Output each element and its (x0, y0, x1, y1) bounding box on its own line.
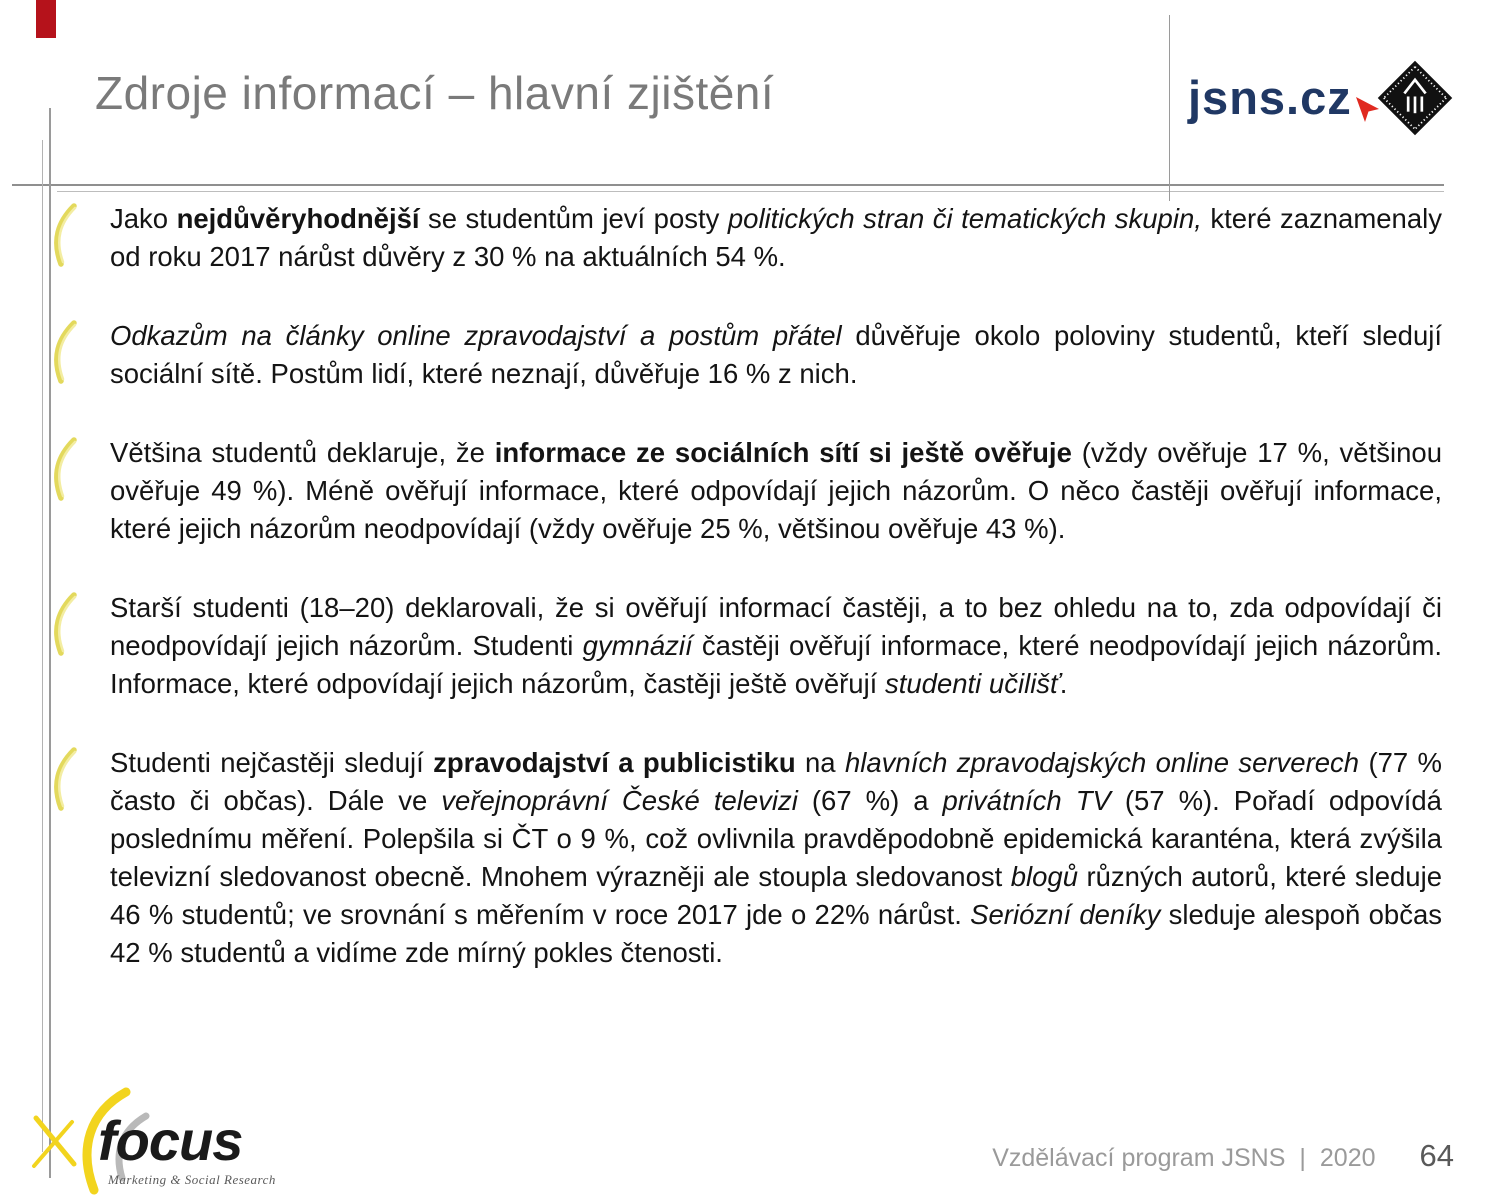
jsns-logo (1188, 71, 1380, 124)
top-left-red-bar (36, 0, 56, 38)
footer-program-label: Vzdělávací program JSNS (992, 1144, 1286, 1172)
focus-logo-subtext: Marketing & Social Research (108, 1172, 276, 1187)
bullet-marker-icon (48, 746, 82, 814)
focus-logo-text: focus (98, 1109, 243, 1172)
footer-separator: | (1299, 1144, 1306, 1172)
paragraph-text: Jako nejdůvěryhodnější se studentům jeví posty politických stran či tematických skupin, které zaznamenaly od roku 2017 nárůst důvěry z 30 % na aktuálních 54 %. (110, 203, 1442, 272)
paragraph-text: Odkazům na články online zpravodajství a postům přátel důvěřuje okolo poloviny studentů, kteří sledují sociální sítě. Postům lidí, které neznají, důvěřuje 16 % z nich. (110, 320, 1442, 389)
bullet-paragraph (48, 744, 1442, 972)
footer-year: 2020 (1319, 1144, 1376, 1172)
paragraph-text: Studenti nejčastěji sledují zpravodajství a publicistiku na hlavních zpravodajských online serverech (77 % často či občas). Dále ve veřejnoprávní České televizi (67 %) a privátních TV (57 %). Pořadí odpovídá poslednímu měření. Polepšila si ČT o 9 %, což ovlivnila pravděpodobně epidemická karanténa, která zvýšila televizní sledovanost obecně. Mnohem výrazněji ale stoupla sledovanost blogů různých autorů, které sleduje 46 % studentů; ve srovnání s měřením v roce 2017 jde o 22% nárůst. Seriózní deníky sleduje alespoň občas 42 % studentů a vidíme zde mírný pokles čtenosti. (110, 747, 1443, 968)
paragraph-text: Starší studenti (18–20) deklarovali, že si ověřují informací častěji, a to bez ohledu na to, zda odpovídají či neodpovídají jejich názorům. Studenti gymnázií častěji ověřují informace, které neodpovídají jejich názorům. Informace, které odpovídají jejich názorům, častěji ještě ověřují studenti učilišť. (110, 592, 1442, 699)
bullet-paragraph (48, 200, 1442, 276)
bullet-paragraph (48, 434, 1442, 548)
left-vertical-line-secondary (42, 140, 43, 1152)
focus-logo (28, 1086, 348, 1200)
paragraph-text: Většina studentů deklaruje, že informace ze sociálních sítí si ještě ověřuje (vždy ověřuje 17 %, většinou ověřuje 49 %). Méně ověřují informace, které odpovídají jejich názorům. O něco častěji ověřují informace, které jejich názorům neodpovídají (vždy ověřuje 25 %, většinou ověřuje 43 %). (110, 437, 1442, 544)
page-title: Zdroje informací – hlavní zjištění (95, 67, 775, 119)
bullet-marker-icon (48, 436, 82, 504)
cursor-arrow-icon (1354, 96, 1380, 124)
bullet-paragraph (48, 317, 1442, 393)
bullet-marker-icon (48, 591, 82, 659)
header-divider-line (12, 184, 1444, 186)
jsns-logo-text: jsns.cz (1188, 71, 1352, 124)
footer (992, 1138, 1454, 1174)
bullet-marker-icon (48, 202, 82, 270)
bullet-list (48, 200, 1442, 972)
bullet-marker-icon (48, 319, 82, 387)
diamond-logo-icon (1377, 59, 1453, 137)
bullet-paragraph (48, 589, 1442, 703)
page-number: 64 (1419, 1138, 1454, 1173)
header-vertical-line (1169, 15, 1170, 201)
header-divider-line-secondary (57, 191, 1444, 192)
